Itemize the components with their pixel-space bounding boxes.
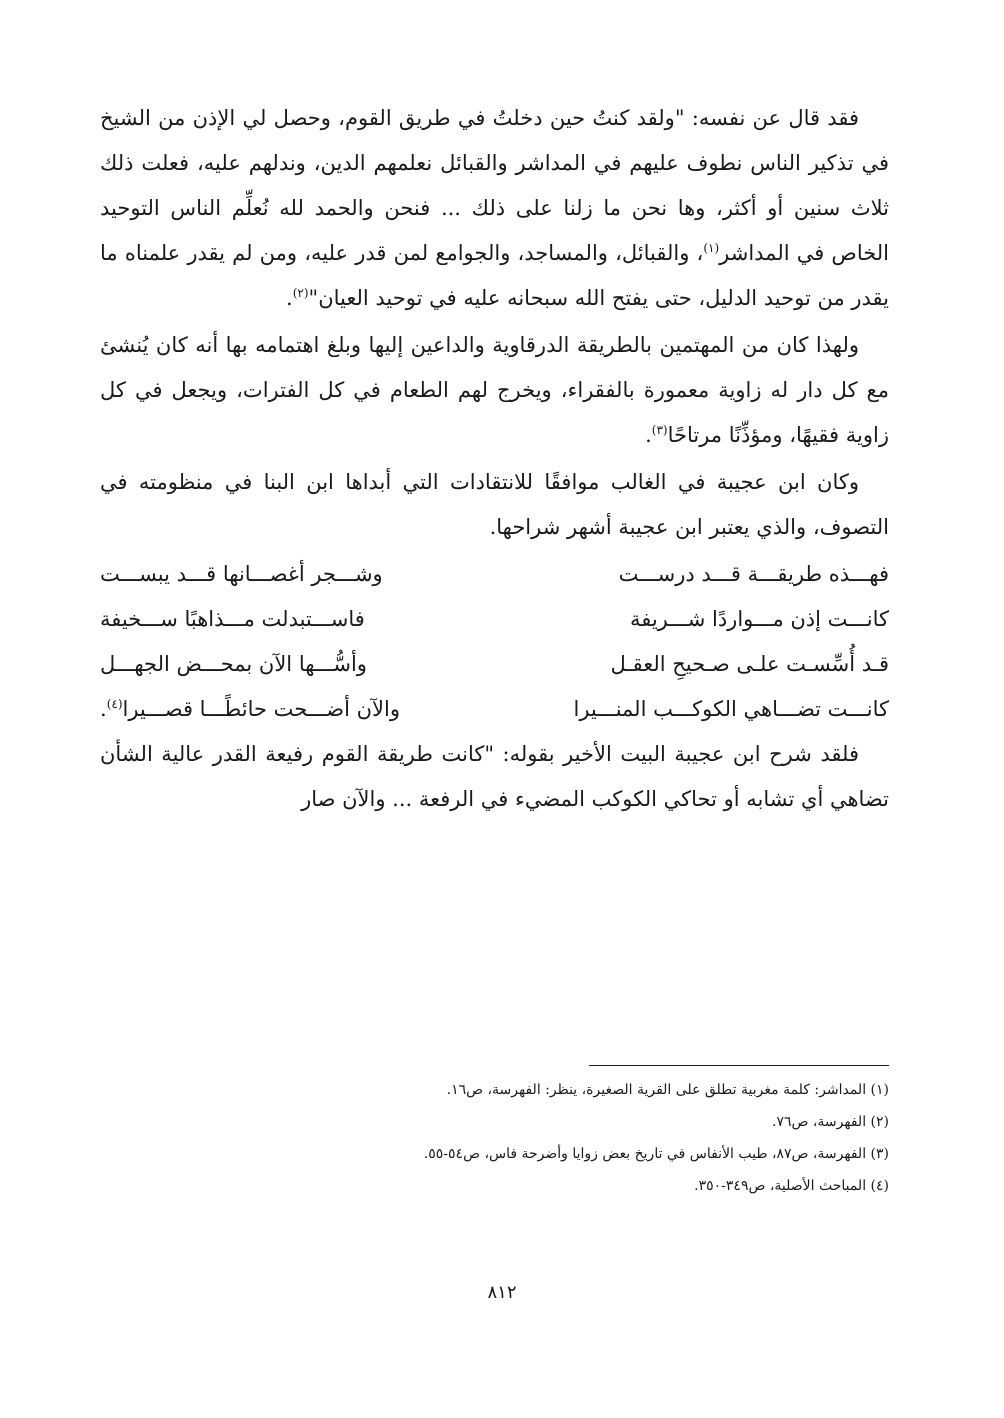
footnote-ref-3: (٣) [651,423,668,437]
footnote-ref-4: (٤) [106,697,123,711]
footnote-ref-1: (١) [703,241,720,255]
paragraph-2 [100,323,889,458]
paragraph-3-text: وكان ابن عجيبة في الغالب موافقًا للانتقادات التي أبداها ابن البنا في منظومته في التصوف، والذي يعتبر ابن عجيبة أشهر شراحها. [100,470,889,539]
footnote-divider [589,1065,889,1066]
footnote-4: (٤) المباحث الأصلية، ص٣٤٩-٣٥٠. [694,1178,889,1194]
paragraph-2-text-a: ولهذا كان من المهتمين بالطريقة الدرقاوية والداعين إليها وبلغ اهتمامه بها أنه كان يُنشئ مع كل دار له زاوية معمورة بالفقراء، ويخرج لهم الطعام في كل الفترات، ويجعل في كل زاوية فقيهًا، ومؤذِّنًا مرتاحًا [100,333,889,447]
verse-1 [100,552,889,597]
verse-4-second-hemistich [100,687,431,732]
page-number: ٨١٢ [487,1282,517,1303]
poem-verses [100,552,889,732]
footnote-3: (٣) الفهرسة، ص٨٧، طيب الأنفاس في تاريخ بعض زوايا وأضرحة فاس، ص٥٤-٥٥. [423,1146,889,1162]
verse-2 [100,597,889,642]
paragraph-1-text-b: ، والقبائل، والمساجد، والجوامع لمن قدر عليه، ومن لم يقدر علمناه ما يقدر من توحيد الدليل، حتى يفتح الله سبحانه عليه في توحيد العيان" [100,241,889,310]
footnote-2: (٢) الفهرسة، ص٧٦. [772,1114,889,1130]
verse-4-end-mark: . [100,697,107,721]
verse-4-second-hemistich-text: والآن أضـــحت حائطًـــا قصـــيرا [122,697,400,721]
footnote-ref-2: (٢) [292,286,309,300]
verse-2-first-hemistich: كانـــت إذن مـــواردًا شـــريفة [629,607,889,631]
verse-3 [100,642,889,687]
footnotes-section [100,1065,889,1202]
verse-3-second-hemistich: وأسُّـــها الآن بمحـــض الجهـــل [100,652,367,676]
paragraph-2-text-b: . [645,423,652,447]
paragraph-1 [100,96,889,321]
verse-4 [100,687,889,732]
paragraph-3 [100,460,889,550]
verse-4-first-hemistich: كانـــت تضـــاهي الكوكـــب المنـــيرا [573,697,889,721]
verse-1-second-hemistich: وشـــجر أغصـــانها قـــد يبســـت [100,562,383,586]
verse-1-first-hemistich: فهـــذه طريقـــة قـــد درســـت [618,562,889,586]
footnote-1: (١) المداشر: كلمة مغربية تطلق على القرية الصغيرة، ينظر: الفهرسة، ص١٦. [446,1082,889,1098]
main-text [100,96,889,824]
verse-3-first-hemistich: قـد أُسِّسـت علـى صـحيحِ العقـل [610,652,889,676]
paragraph-1-text-c: . [286,286,293,310]
closing-paragraph: فلقد شرح ابن عجيبة البيت الأخير بقوله: "كانت طريقة القوم رفيعة القدر عالية الشأن تضاهي أي تشابه أو تحاكي الكوكب المضيء في الرفعة ... والآن صار [100,742,889,811]
verse-2-second-hemistich: فاســـتبدلت مـــذاهبًا ســـخيفة [100,607,365,631]
paragraph-1-text-a: فقد قال عن نفسه: "ولقد كنتُ حين دخلتُ في طريق القوم، وحصل لي الإذن من الشيخ في تذكير الناس نطوف عليهم في المداشر والقبائل نعلمهم الدين، وندلهم عليه، فعلت ذلك ثلاث سنين أو أكثر، وها نحن ما زلنا على ذلك ... فنحن والحمد لله نُعلِّم الناس التوحيد الخاص في المداشر [100,106,890,265]
